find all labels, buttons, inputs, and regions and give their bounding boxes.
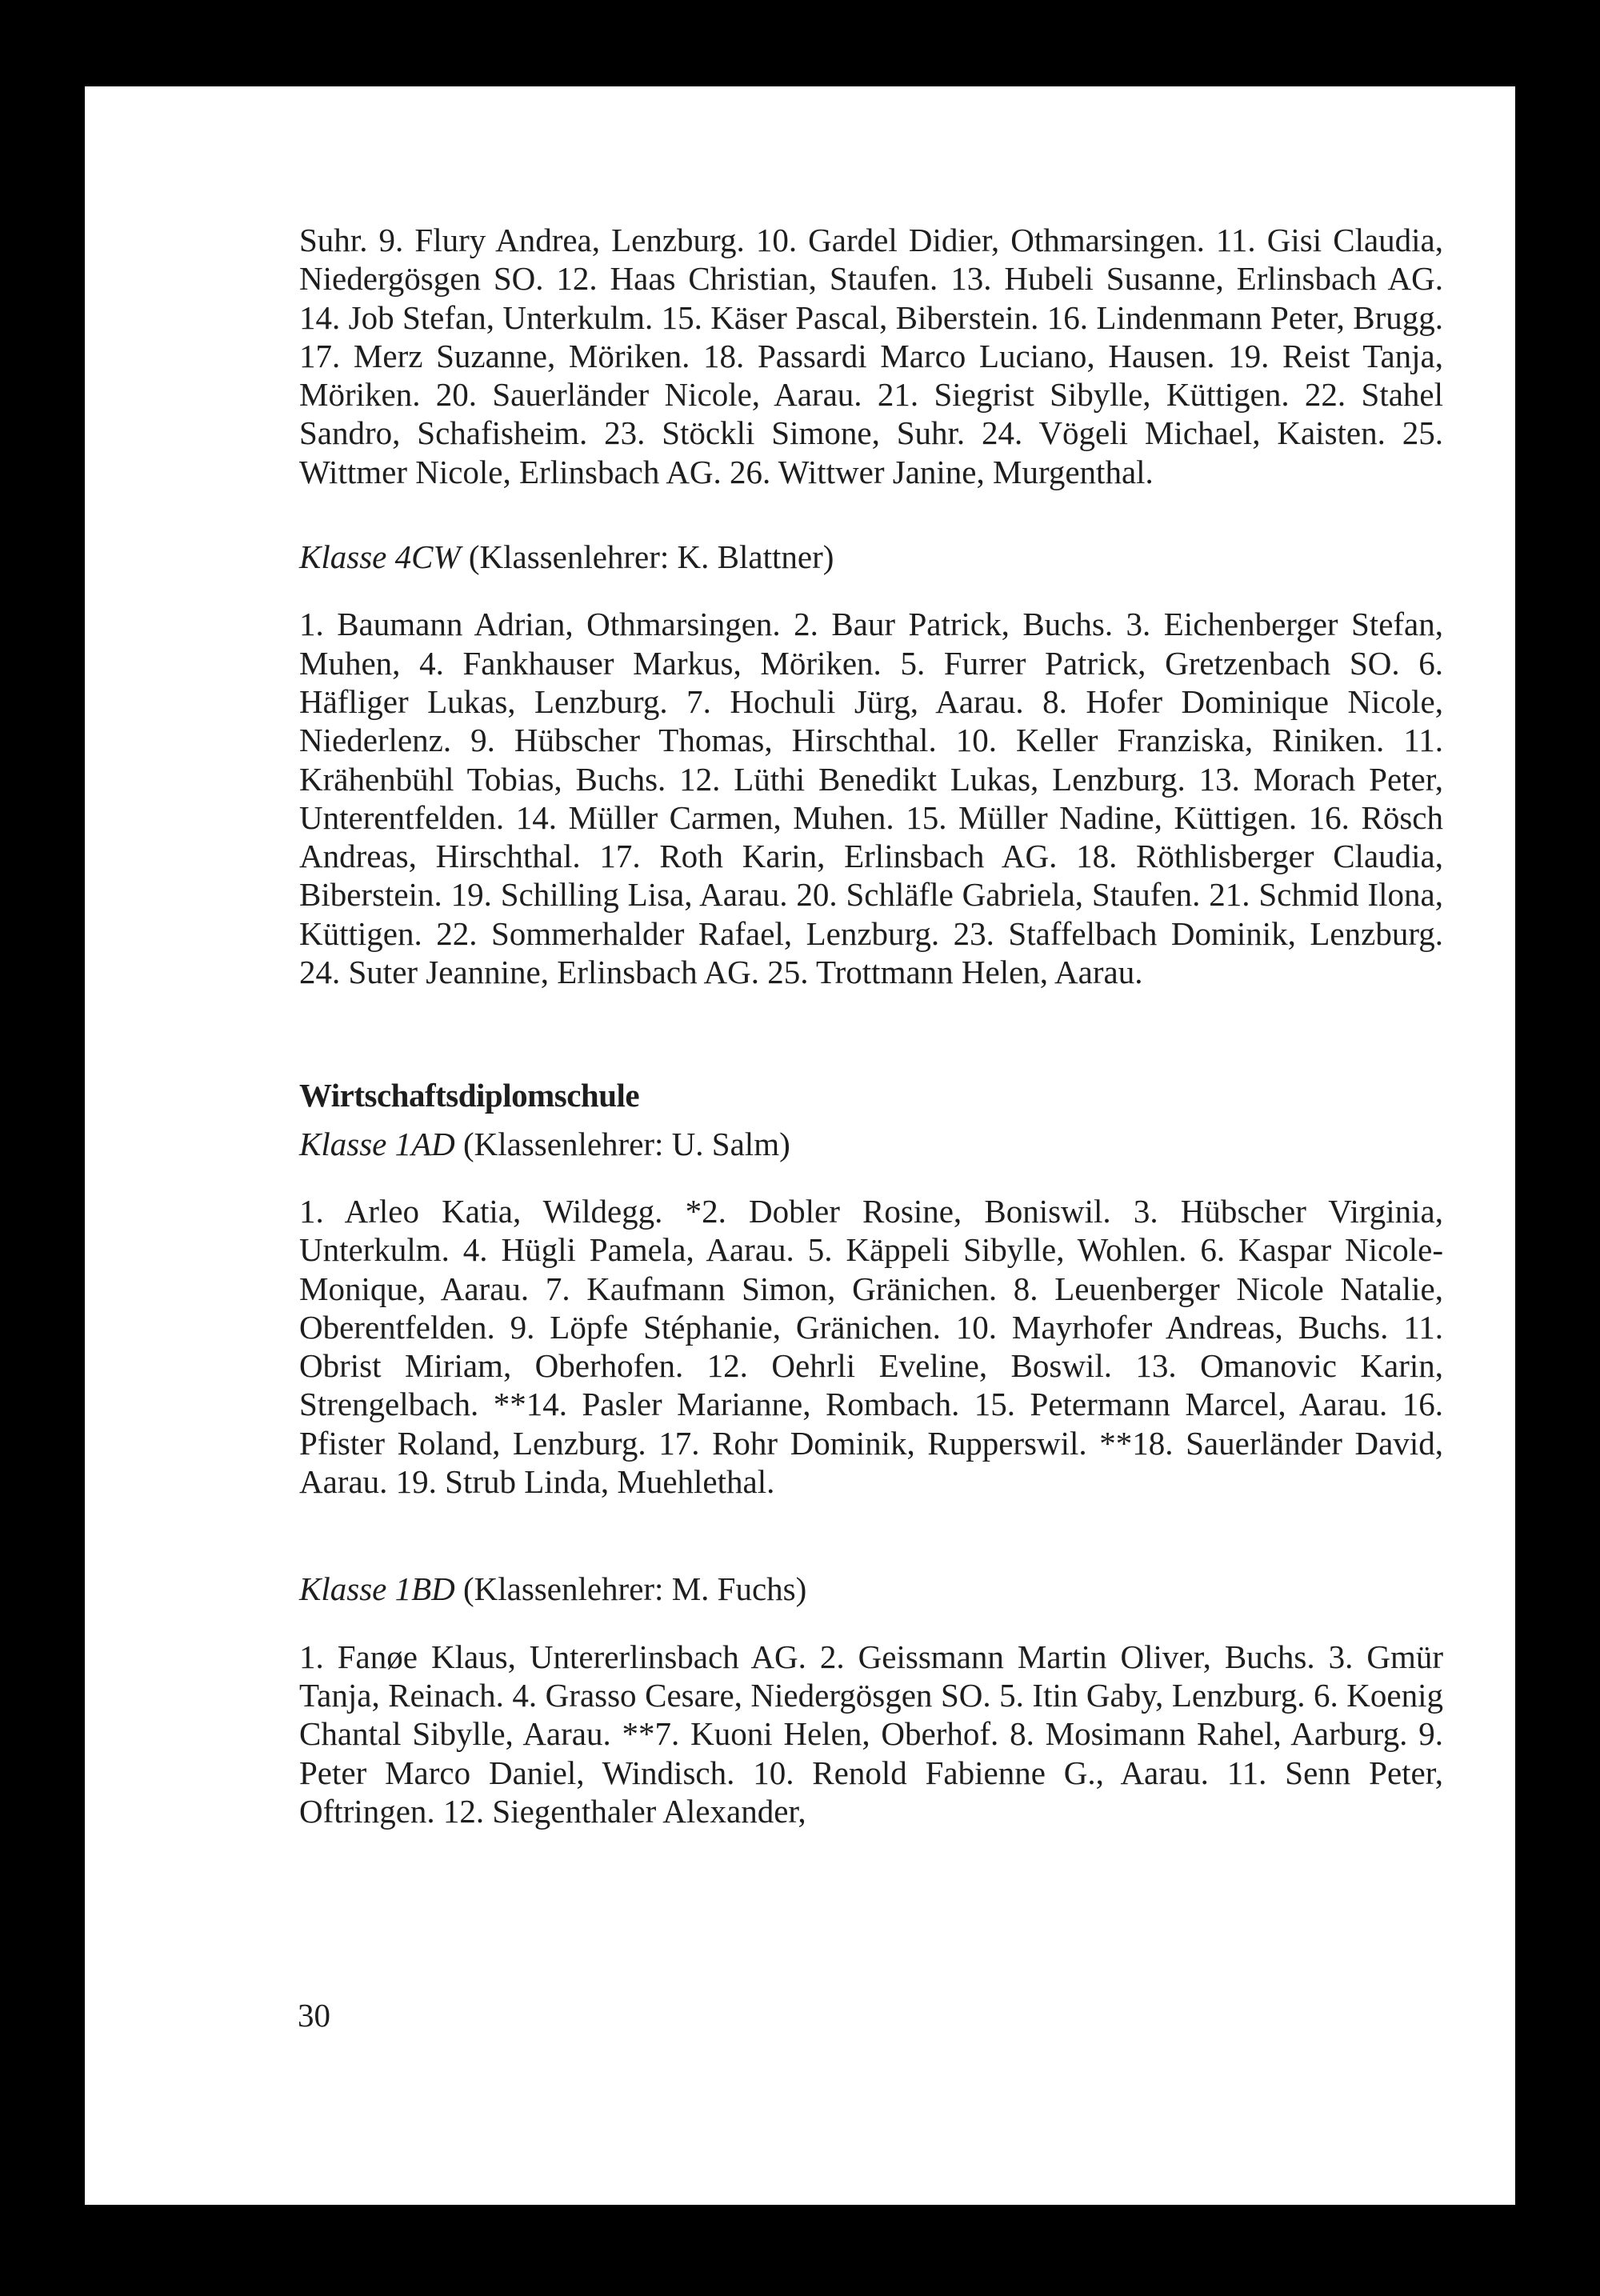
class-1ad-name: Klasse 1AD bbox=[299, 1125, 455, 1162]
continuation-paragraph: Suhr. 9. Flury Andrea, Lenzburg. 10. Gardel Didier, Othmarsingen. 11. Gisi Claudia, Niedergösgen SO. 12. Haas Christian, Staufen. 13. Hubeli Susanne, Erlinsbach AG. 14. Job Stefan, Unterkulm. 15. Käser Pascal, Biberstein. 16. Lindenmann Peter, Brugg. 17. Merz Suzanne, Möriken. 18. Passardi Marco Luciano, Hausen. 19. Reist Tanja, Möriken. 20. Sauerländer Nicole, Aarau. 21. Siegrist Sibylle, Küttigen. 22. Stahel Sandro, Schafisheim. 23. Stöckli Simone, Suhr. 24. Vögeli Michael, Kaisten. 25. Wittmer Nicole, Erlinsbach AG. 26. Wittwer Janine, Murgenthal. bbox=[299, 222, 1443, 490]
class-1ad-teacher: (Klassenlehrer: U. Salm) bbox=[463, 1125, 790, 1162]
class-1bd-students: 1. Fanøe Klaus, Untererlinsbach AG. 2. Geissmann Martin Oliver, Buchs. 3. Gmür Tanja, Reinach. 4. Grasso Cesare, Niedergösgen SO. 5. Itin Gaby, Lenzburg. 6. Koenig Chantal Sibylle, Aarau. **7. Kuoni Helen, Oberhof. 8. Mosimann Rahel, Aarburg. 9. Peter Marco Daniel, Windisch. 10. Renold Fabienne G., Aarau. 11. Senn Peter, Oftringen. 12. Siegenthaler Alexander, bbox=[299, 1638, 1443, 1830]
class-4cw-heading bbox=[299, 538, 1443, 576]
class-4cw-name: Klasse 4CW bbox=[299, 538, 461, 576]
page-body bbox=[299, 221, 1443, 1830]
section-title: Wirtschaftsdiplomschule bbox=[299, 1077, 640, 1114]
class-1ad-students: 1. Arleo Katia, Wildegg. *2. Dobler Rosine, Boniswil. 3. Hübscher Virginia, Unterkulm. 4. Hügli Pamela, Aarau. 5. Käppeli Sibylle, Wohlen. 6. Kaspar Nicole-Monique, Aarau. 7. Kaufmann Simon, Gränichen. 8. Leuenberger Nicole Natalie, Oberentfelden. 9. Löpfe Stéphanie, Gränichen. 10. Mayrhofer Andreas, Buchs. 11. Obrist Miriam, Oberhofen. 12. Oehrli Eveline, Boswil. 13. Omanovic Karin, Strengelbach. **14. Pasler Marianne, Rombach. 15. Petermann Marcel, Aarau. 16. Pfister Roland, Lenzburg. 17. Rohr Dominik, Rupperswil. **18. Sauerländer David, Aarau. 19. Strub Linda, Muehlethal. bbox=[299, 1192, 1443, 1501]
page-number: 30 bbox=[298, 1997, 330, 2034]
document-page bbox=[85, 86, 1515, 2205]
class-4cw-teacher: (Klassenlehrer: K. Blattner) bbox=[468, 538, 834, 576]
class-1bd-name: Klasse 1BD bbox=[299, 1570, 455, 1608]
class-1bd-teacher: (Klassenlehrer: M. Fuchs) bbox=[463, 1570, 807, 1608]
class-1bd-heading bbox=[299, 1570, 1443, 1608]
class-4cw-students: 1. Baumann Adrian, Othmarsingen. 2. Baur Patrick, Buchs. 3. Eichenberger Stefan, Muhen, 4. Fankhauser Markus, Möriken. 5. Furrer Patrick, Gretzenbach SO. 6. Häfliger Lukas, Lenzburg. 7. Hochuli Jürg, Aarau. 8. Hofer Dominique Nicole, Niederlenz. 9. Hübscher Thomas, Hirschthal. 10. Keller Franziska, Riniken. 11. Krähenbühl Tobias, Buchs. 12. Lüthi Benedikt Lukas, Lenzburg. 13. Morach Peter, Unterentfelden. 14. Müller Carmen, Muhen. 15. Müller Nadine, Küttigen. 16. Rösch Andreas, Hirschthal. 17. Roth Karin, Erlinsbach AG. 18. Röthlisberger Claudia, Biberstein. 19. Schilling Lisa, Aarau. 20. Schläfle Gabriela, Staufen. 21. Schmid Ilona, Küttigen. 22. Sommerhalder Rafael, Lenzburg. 23. Staffelbach Dominik, Lenzburg. 24. Suter Jeannine, Erlinsbach AG. 25. Trottmann Helen, Aarau. bbox=[299, 606, 1443, 991]
class-1ad-heading bbox=[299, 1125, 1443, 1163]
